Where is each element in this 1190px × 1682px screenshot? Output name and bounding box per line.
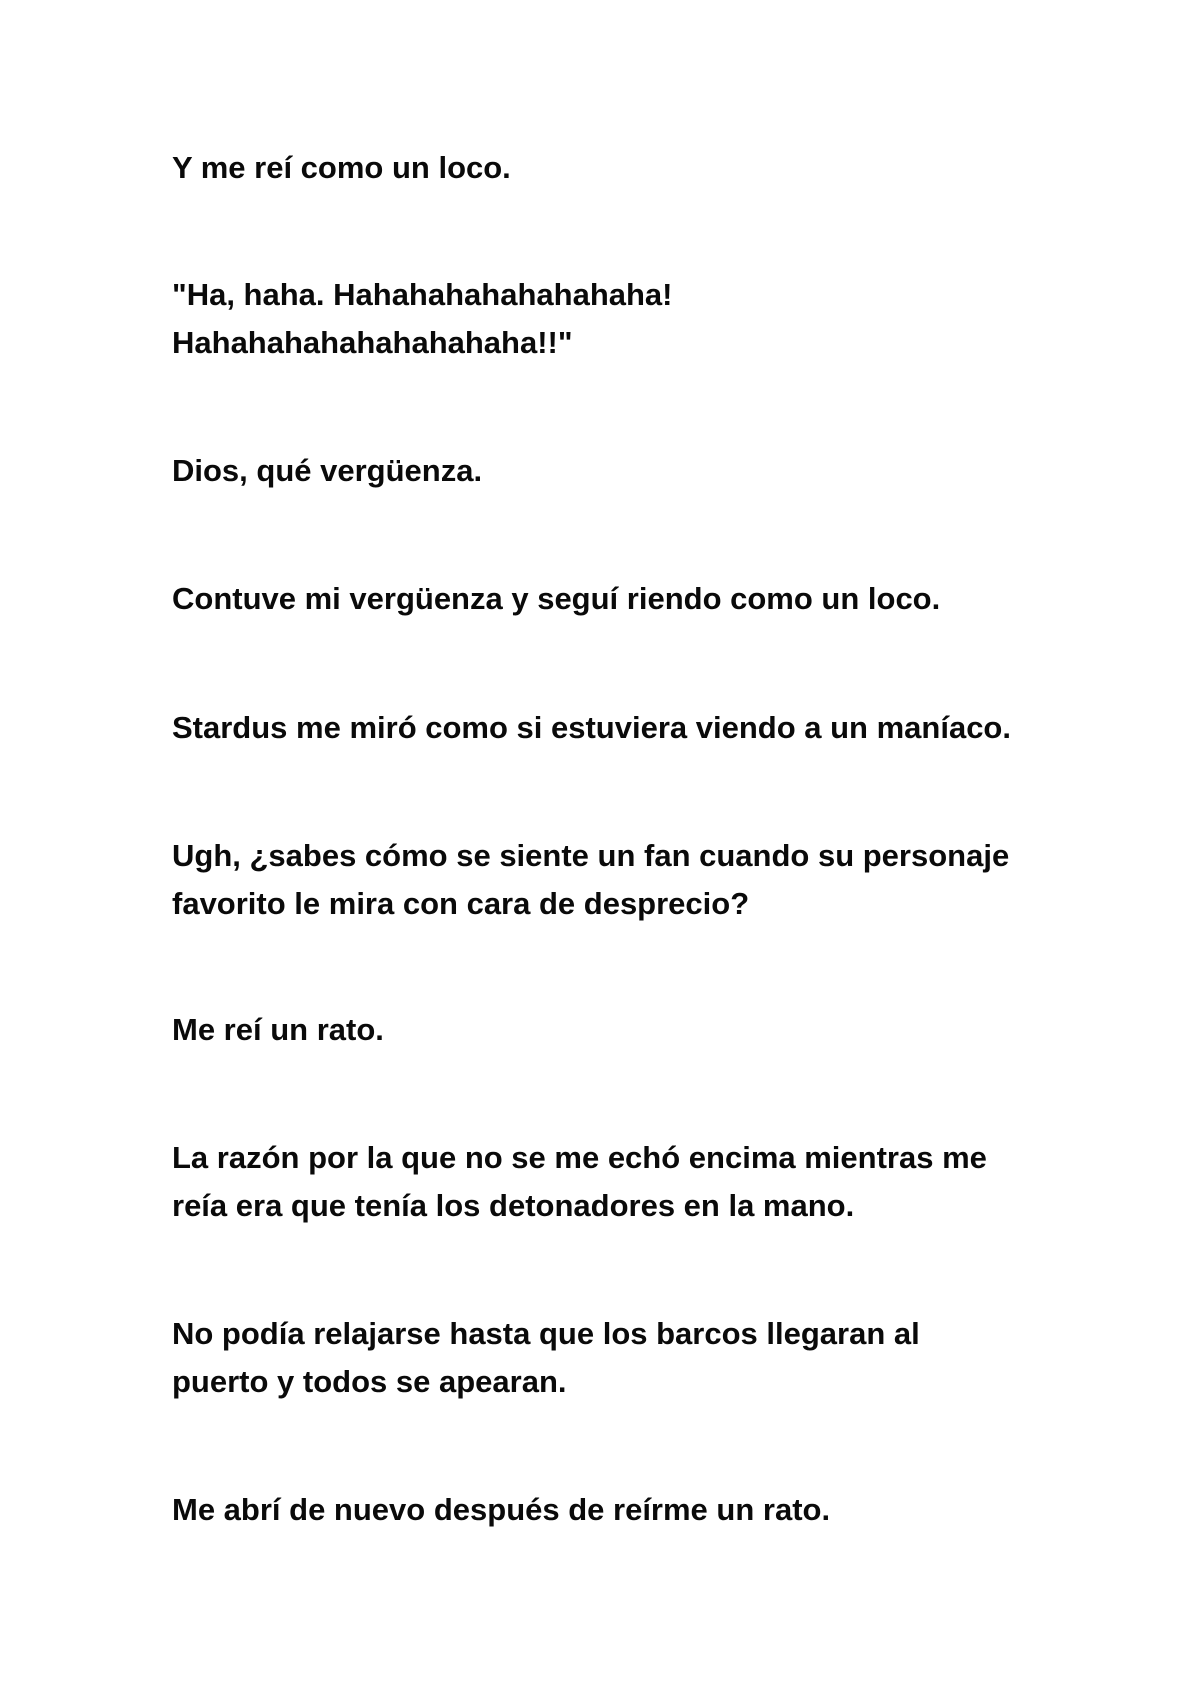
paragraph-3: Dios, qué vergüenza.: [172, 453, 483, 488]
paragraph-7: Me reí un rato.: [172, 1012, 384, 1047]
paragraph-2: "Ha, haha. Hahahahahahahahaha! Hahahahahahahahahaha!!": [172, 277, 673, 360]
paragraph-10: Me abrí de nuevo después de reírme un rato.: [172, 1492, 831, 1527]
paragraph-6: Ugh, ¿sabes cómo se siente un fan cuando su personaje favorito le mira con cara de desprecio?: [172, 838, 1010, 921]
paragraph-8: La razón por la que no se me echó encima mientras me reía era que tenía los detonadores en la mano.: [172, 1140, 987, 1223]
paragraph-5: Stardus me miró como si estuviera viendo a un maníaco.: [172, 710, 1011, 745]
paragraph-4: Contuve mi vergüenza y seguí riendo como un loco.: [172, 581, 941, 616]
paragraph-9: No podía relajarse hasta que los barcos llegaran al puerto y todos se apearan.: [172, 1316, 920, 1399]
paragraph-1: Y me reí como un loco.: [172, 150, 511, 185]
